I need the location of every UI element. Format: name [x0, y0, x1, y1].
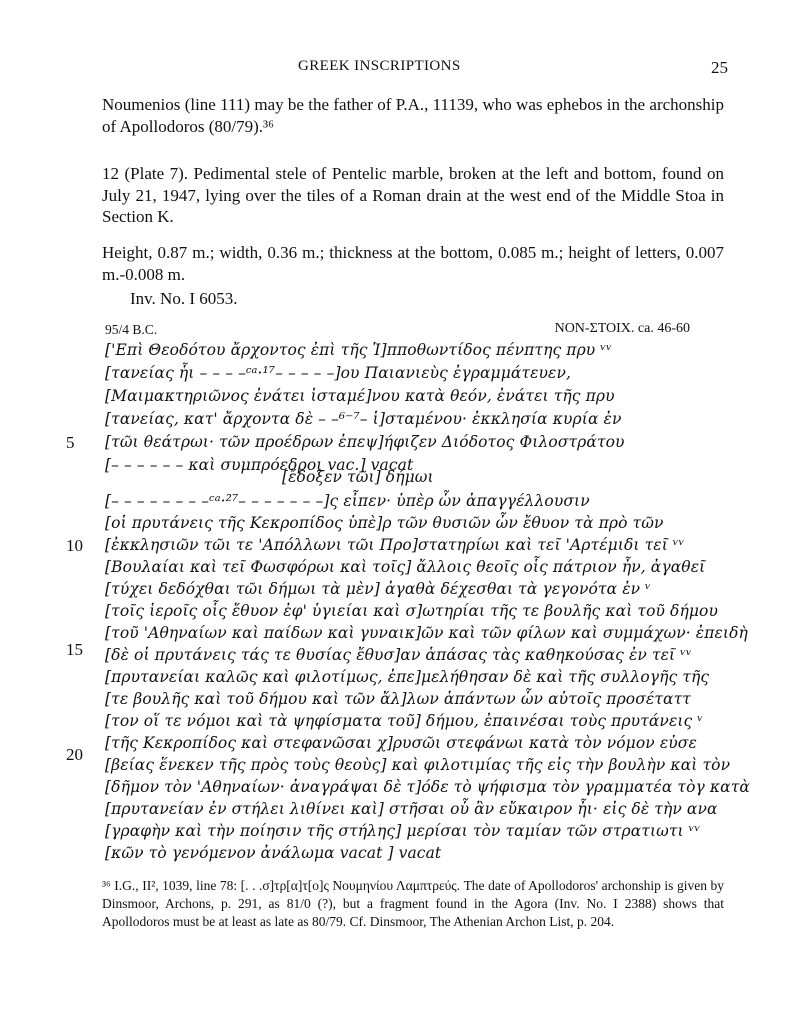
inscription-line: [τανείας ἧι – – – –ᶜᵃ·¹⁷– – – – –]ου Παιανιεὺς ἐγραμμάτευεν,	[105, 364, 572, 382]
inventory-number: Inv. No. I 6053.	[130, 289, 238, 308]
inscription-line: [Βουλαίαι καὶ τεῖ Φωσφόρωι καὶ τοῖς] ἄλλοις θεοῖς οἷς πάτριον ἦν, ἀγαθεῖ	[105, 558, 706, 576]
paragraph-noumenios: Noumenios (line 111) may be the father of P.A., 11139, who was ephebos in the archonship of Apollodoros (80/79).³⁶	[102, 95, 724, 136]
inscription-line: [Μαιμακτηριῶνος ἐνάτει ἱσταμέ]νου κατὰ θεόν, ἐνάτει τῆς πρυ	[105, 387, 615, 405]
line-number: 5	[66, 433, 75, 452]
line-number: 15	[66, 640, 83, 659]
inscription-line: [– – – – – – – –ᶜᵃ·²⁷– – – – – – –]ς εἶπεν· ὑπὲρ ὧν ἀπαγγέλλουσιν	[105, 492, 590, 510]
inscription-line: [ἐκκλησιῶν τῶι τε 'Απόλλωνι τῶι Προ]στατηρίωι καὶ τεῖ 'Αρτέμιδι τεῖ ᵛᵛ	[105, 536, 685, 554]
inscription-line: [βείας ἕνεκεν τῆς πρὸς τοὺς θεοὺς] καὶ φιλοτιμίας τῆς εἰς τὴν βουλὴν καὶ τὸν	[105, 756, 731, 774]
inscription-line: [κῶν τὸ γενόμενον ἀνάλωμα vacat ] vacat	[105, 844, 442, 862]
inscription-line: [πρυτανείαι καλῶς καὶ φιλοτίμως, ἐπε]μελήθησαν δὲ καὶ τῆς συλλογῆς τῆς	[105, 668, 710, 686]
inscription-line: [τοῖς ἱεροῖς οἷς ἔθυον ἐφ' ὑγιείαι καὶ σ]ωτηρίαι τῆς τε βουλῆς καὶ τοῦ δήμου	[105, 602, 719, 620]
inscription-line: [ἔδοξεν τῶι] δήμωι	[282, 468, 434, 486]
inscription-line: [πρυτανείαν ἐν στήλει λιθίνει καὶ] στῆσαι οὗ ἂν εὔκαιρον ἧι· εἰς δὲ τὴν ανα	[105, 800, 718, 818]
stoichedon-note: NON-ΣΤΟΙΧ. ca. 46-60	[554, 321, 690, 336]
paragraph-dimensions: Height, 0.87 m.; width, 0.36 m.; thickness at the bottom, 0.085 m.; height of letters, 0.007 m.-0.008 m.	[102, 243, 724, 284]
running-head: GREEK INSCRIPTIONS	[298, 58, 461, 74]
inscription-line: [τε βουλῆς καὶ τοῦ δήμου καὶ τῶν ἄλ]λων ἁπάντων ὧν αὐτοῖς προσέταττ	[105, 690, 691, 708]
page-number: 25	[711, 58, 728, 77]
line-number: 20	[66, 745, 83, 764]
inscription-line: ['Επὶ Θεοδότου ἄρχοντος ἐπὶ τῆς Ἱ]πποθωντίδος πένπτης πρυ ᵛᵛ	[105, 341, 613, 359]
inscription-line: [γραφὴν καὶ τὴν ποίησιν τῆς στήλης] μερίσαι τὸν ταμίαν τῶν στρατιωτι ᵛᵛ	[105, 822, 701, 840]
inscription-line: [– – – – – – καὶ συμπρόεδροι vac.] vacat	[105, 456, 414, 474]
inscription-line: [δὲ οἱ πρυτάνεις τάς τε θυσίας ἔθυσ]αν ἁπάσας τὰς καθηκούσας ἐν τεῖ ᵛᵛ	[105, 646, 692, 664]
paragraph-stele-description: 12 (Plate 7). Pedimental stele of Pentelic marble, broken at the left and bottom, found on July 21, 1947, lying over the tiles of a Roman drain at the west end of the Middle Stoa in Section K.	[102, 164, 724, 226]
footnote-36: ³⁶ I.G., II², 1039, line 78: [. . .σ]τρ[α]τ[ο]ς Νουμηνίου Λαμπτρεύς. The date of Apollodoros' archonship is given by Dinsmoor, Archons, p. 291, as 81/0 (?), but a fragment found in the Agora (Inv. No. I 2388) shows that Apollodoros must be at least as late as 80/79. Cf. Dinsmoor, The Athenian Archon List, p. 204.	[102, 878, 724, 929]
inscription-line: [τανείας, κατ' ἄρχοντα δὲ – –⁶⁻⁷– ἱ]σταμένου· ἐκκλησία κυρία ἐν	[105, 410, 622, 428]
inscription-line: [τον οἵ τε νόμοι καὶ τὰ ψηφίσματα τοῦ] δήμου, ἐπαινέσαι τοὺς πρυτάνεις ᵛ	[105, 712, 704, 730]
inscription-line: [δῆμον τὸν 'Αθηναίων· ἀναγράψαι δὲ τ]όδε τὸ ψήφισμα τὸν γραμματέα τὸγ κατὰ	[105, 778, 750, 796]
inscription-line: [οἱ πρυτάνεις τῆς Κεκροπίδος ὑπὲ]ρ τῶν θυσιῶν ὧν ἔθυον τὰ πρὸ τῶν	[105, 514, 664, 532]
inscription-date: 95/4 B.C.	[105, 322, 158, 337]
inscription-line: [τύχει δεδόχθαι τῶι δήμωι τὰ μὲν] ἀγαθὰ δέχεσθαι τὰ γεγονότα ἐν ᵛ	[105, 580, 652, 598]
inscription-line: [τῆς Κεκροπίδος καὶ στεφανῶσαι χ]ρυσῶι στεφάνωι κατὰ τὸν νόμον εὐσε	[105, 734, 697, 752]
inscription-line: [τῶι θεάτρωι· τῶν προέδρων ἐπεψ]ήφιζεν Διόδοτος Φιλοστράτου	[105, 433, 625, 451]
line-number: 10	[66, 536, 83, 555]
inscription-line: [τοῦ 'Αθηναίων καὶ παίδων καὶ γυναικ]ῶν καὶ τῶν φίλων καὶ συμμάχων· ἐπειδὴ	[105, 624, 748, 642]
